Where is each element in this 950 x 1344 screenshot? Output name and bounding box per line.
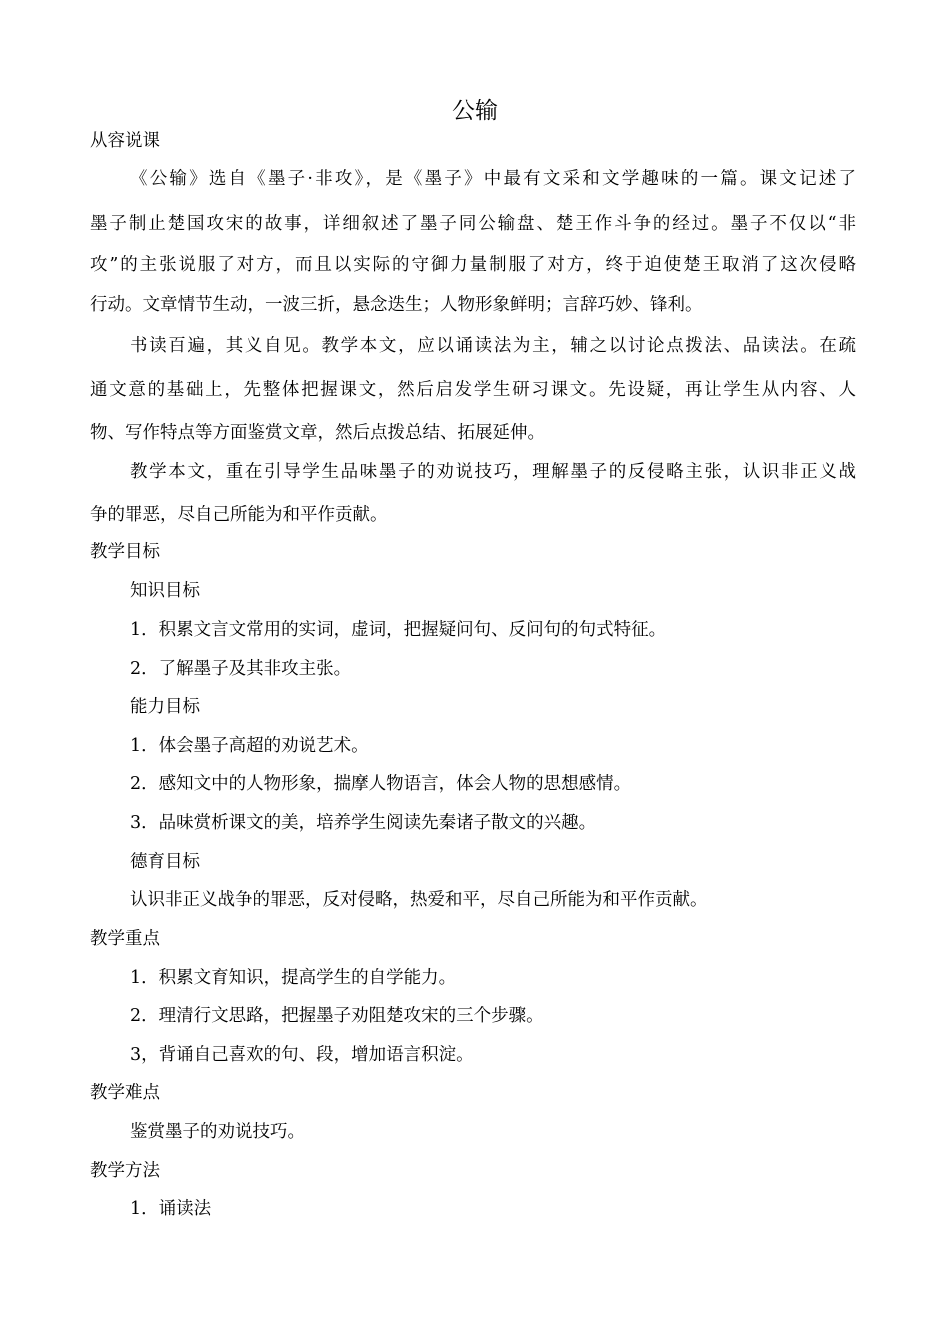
- list-item: 1．积累文育知识，提高学生的自学能力。: [130, 968, 457, 988]
- paragraph-line: 教学本文，重在引导学生品味墨子的劝说技巧，理解墨子的反侵略主张，认识非正义战: [130, 462, 856, 482]
- list-item: 2．理清行文思路，把握墨子劝阻楚攻宋的三个步骤。: [130, 1006, 544, 1026]
- section-heading-key-points: 教学重点: [90, 929, 160, 949]
- paragraph-line: 行动。文章情节生动，一波三折，悬念迭生；人物形象鲜明；言辞巧妙、锋利。: [90, 295, 703, 315]
- paragraph-line: 争的罪恶，尽自己所能为和平作贡献。: [90, 505, 388, 525]
- list-item: 2．感知文中的人物形象，揣摩人物语言，体会人物的思想感情。: [130, 774, 632, 794]
- paragraph-line: 书读百遍，其义自见。教学本文，应以诵读法为主，辅之以讨论点拨法、品读法。在疏: [130, 336, 856, 356]
- page-title: 公输: [452, 98, 498, 124]
- list-item: 3．品味赏析课文的美，培养学生阅读先秦诸子散文的兴趣。: [130, 813, 597, 833]
- subheading-ability: 能力目标: [130, 697, 200, 717]
- paragraph-line: 通文意的基础上，先整体把握课文，然后启发学生研习课文。先设疑，再让学生从内容、人: [90, 380, 856, 400]
- list-item: 3，背诵自己喜欢的句、段，增加语言积淀。: [130, 1045, 474, 1065]
- paragraph-line: 物、写作特点等方面鉴赏文章，然后点拨总结、拓展延伸。: [90, 423, 545, 443]
- paragraph-line: 攻”的主张说服了对方，而且以实际的守御力量制服了对方，终于迫使楚王取消了这次侵略: [90, 255, 856, 275]
- list-item: 2．了解墨子及其非攻主张。: [130, 659, 352, 679]
- paragraph-line: 认识非正义战争的罪恶，反对侵略，热爱和平，尽自己所能为和平作贡献。: [130, 890, 708, 910]
- section-heading-intro: 从容说课: [90, 131, 160, 151]
- subheading-moral: 德育目标: [130, 852, 200, 872]
- section-heading-method: 教学方法: [90, 1161, 160, 1181]
- section-heading-goals: 教学目标: [90, 542, 160, 562]
- section-heading-difficulty: 教学难点: [90, 1083, 160, 1103]
- paragraph-line: 《公输》选自《墨子·非攻》，是《墨子》中最有文采和文学趣味的一篇。课文记述了: [130, 169, 856, 189]
- paragraph-line: 墨子制止楚国攻宋的故事，详细叙述了墨子同公输盘、楚王作斗争的经过。墨子不仅以“非: [90, 214, 856, 234]
- paragraph-line: 鉴赏墨子的劝说技巧。: [130, 1122, 305, 1142]
- list-item: 1．积累文言文常用的实词，虚词，把握疑问句、反问句的句式特征。: [130, 620, 667, 640]
- list-item: 1．诵读法: [130, 1199, 212, 1219]
- list-item: 1．体会墨子高超的劝说艺术。: [130, 736, 369, 756]
- subheading-knowledge: 知识目标: [130, 581, 200, 601]
